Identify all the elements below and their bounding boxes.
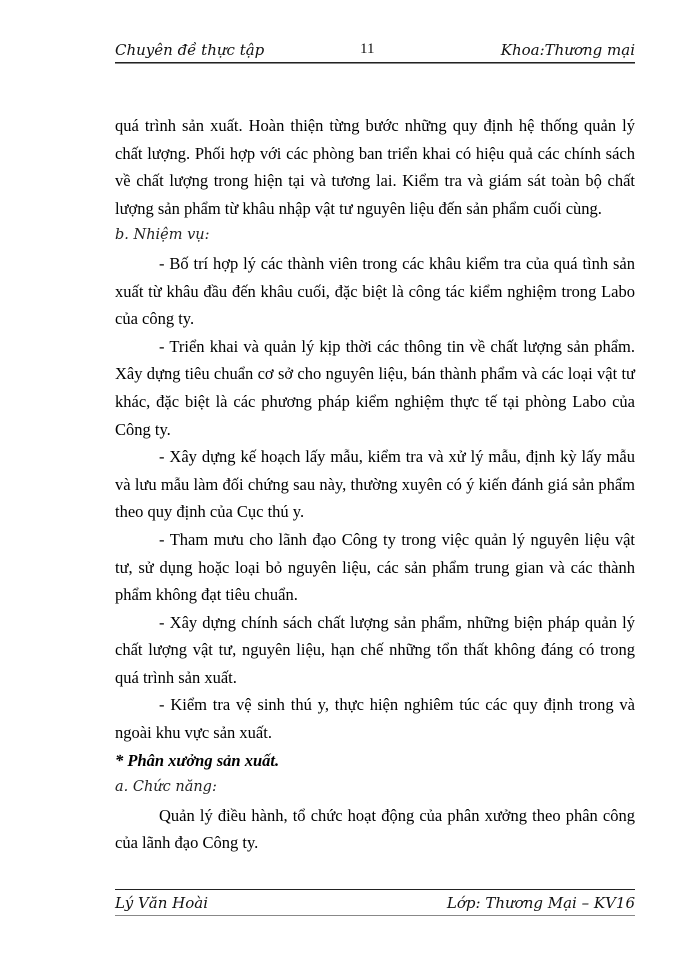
duty-item: - Xây dựng kế hoạch lấy mẫu, kiểm tra và xử lý mẫu, định kỳ lấy mẫu và lưu mẫu làm đối chứng sau này, thường xuyên có ý kiến đánh giá sản phẩm theo quy định của Cục thú y. xyxy=(115,447,635,522)
page-body xyxy=(115,112,635,857)
section-title: * Phân xưởng sản xuất. xyxy=(115,750,280,770)
duty-item: - Kiểm tra vệ sinh thú y, thực hiện nghiêm túc các quy định trong và ngoài khu vực sản xuất. xyxy=(115,695,635,743)
header-department: Khoa:Thương mại xyxy=(500,41,635,59)
page-header xyxy=(115,38,635,63)
page-number: 11 xyxy=(360,41,375,57)
subheading-function: a. Chức năng: xyxy=(115,779,217,796)
duty-item: - Triển khai và quản lý kịp thời các thông tin về chất lượng sản phẩm. Xây dựng tiêu chuẩn cơ sở cho nguyên liệu, bán thành phẩm và các loại vật tư khác, đặc biệt là các phương pháp kiểm nghiệm thực tế tại phòng Labo của Công ty. xyxy=(115,336,635,439)
header-title: Chuyên đề thực tập xyxy=(115,41,265,59)
class-name: Lớp: Thương Mại – KV16 xyxy=(446,894,635,912)
subheading-duties: b. Nhiệm vụ: xyxy=(115,227,210,244)
author-name: Lý Văn Hoài xyxy=(115,894,208,912)
paragraph: quá trình sản xuất. Hoàn thiện từng bước những quy định hệ thống quản lý chất lượng. Phối hợp với các phòng ban triển khai có hiệu quả các chính sách về chất lượng trong hiện tại và tương lai. Kiểm tra và giám sát toàn bộ chất lượng sản phẩm từ khâu nhập vật tư nguyên liệu đến sản phẩm cuối cùng. xyxy=(115,116,635,218)
page-footer xyxy=(115,889,635,916)
paragraph: Quản lý điều hành, tổ chức hoạt động của phân xưởng theo phân công của lãnh đạo Công ty. xyxy=(115,805,635,853)
duty-item: - Xây dựng chính sách chất lượng sản phẩm, những biện pháp quản lý chất lượng vật tư, nguyên liệu, hạn chế những tổn thất không đáng có trong quá trình sản xuất. xyxy=(115,612,635,687)
duty-item: - Bố trí hợp lý các thành viên trong các khâu kiểm tra của quá tình sản xuất từ khâu đầu đến khâu cuối, đặc biệt là công tác kiểm nghiệm trong Labo của công ty. xyxy=(115,253,635,329)
duty-item: - Tham mưu cho lãnh đạo Công ty trong việc quản lý nguyên liệu vật tư, sử dụng hoặc loại bỏ nguyên liệu, các sản phẩm trung gian và các thành phẩm không đạt tiêu chuẩn. xyxy=(115,529,635,605)
